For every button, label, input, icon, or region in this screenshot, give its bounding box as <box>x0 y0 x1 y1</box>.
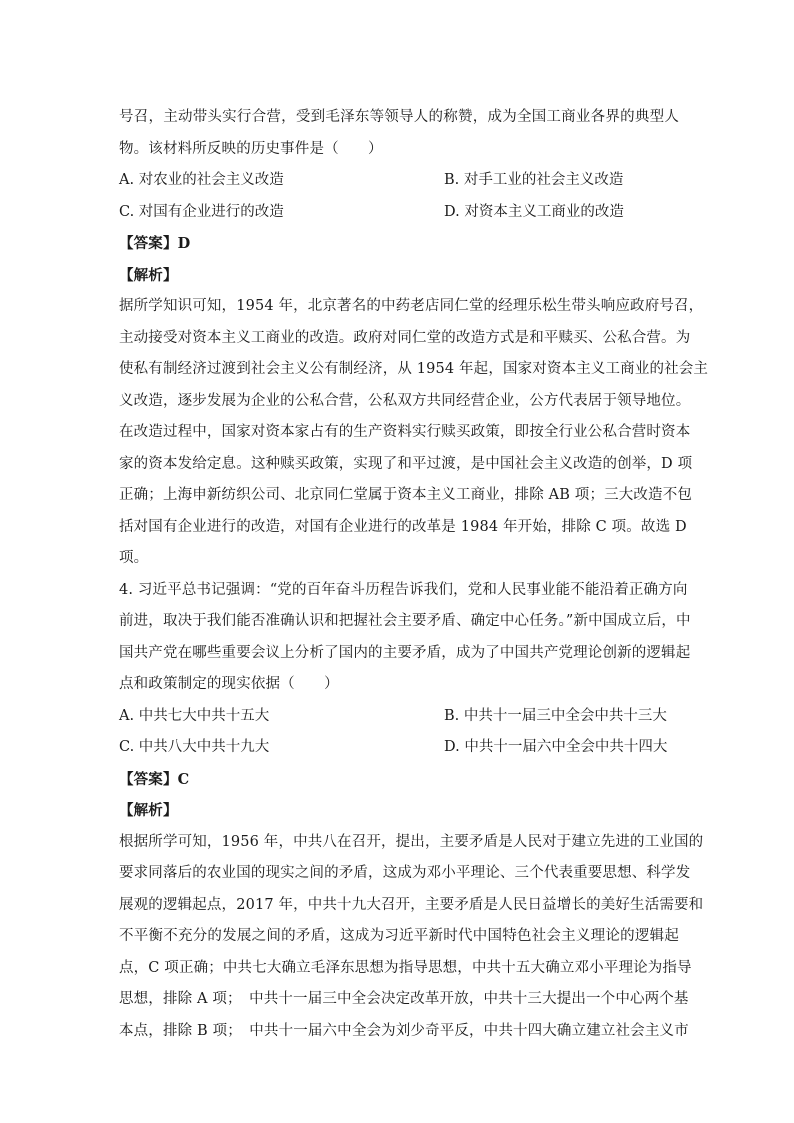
q3-analysis-line: 括对国有企业进行的改造，对国有企业进行的改革是 1984 年开始，排除 C 项。故选 D <box>119 518 687 535</box>
q3-stem-line: 号召，主动带头实行合营，受到毛泽东等领导人的称赞，成为全国工商业各界的典型人 <box>119 109 679 125</box>
q4-analysis-line: 不平衡不充分的发展之间的矛盾，这成为习近平新时代中国特色社会主义理论的逻辑起 <box>119 928 679 944</box>
q3-stem-line: 物。该材料所反映的历史事件是（ ） <box>119 140 383 157</box>
q3-analysis-line: 据所学知识可知，1954 年，北京著名的中药老店同仁堂的经理乐松生带头响应政府号召， <box>119 298 704 314</box>
q3-option-b: B. 对手工业的社会主义改造 <box>444 172 624 188</box>
q3-analysis-line: 项。 <box>119 550 149 566</box>
q3-answer: 【答案】D <box>119 235 191 252</box>
q3-analysis-line: 家的资本发给定息。这种赎买政策，实现了和平过渡，是中国社会主义改造的创举，D 项 <box>119 455 693 472</box>
q3-analysis-line: 主动接受对资本主义工商业的改造。政府对同仁堂的改造方式是和平赎买、公私合营。为 <box>119 329 691 346</box>
q4-options-row-2 <box>119 732 679 764</box>
q3-options-row-2 <box>119 197 679 229</box>
q4-option-c: C. 中共八大中共十九大 <box>119 739 270 755</box>
q4-stem-line: 点和政策制定的现实依据（ ） <box>119 676 339 692</box>
q4-stem-line: 国共产党在哪些重要会议上分析了国内的主要矛盾，成为了中国共产党理论创新的逻辑起 <box>119 644 691 661</box>
q4-answer: 【答案】C <box>119 770 190 788</box>
q4-analysis-title: 【解析】 <box>119 802 178 819</box>
q4-stem-line: 4. 习近平总书记强调：“党的百年奋斗历程告诉我们，党和人民事业能不能沿着正确方向 <box>119 581 688 598</box>
q4-analysis-line: 根据所学可知，1956 年，中共八在召开，提出，主要矛盾是人民对于建立先进的工业国的 <box>119 833 704 850</box>
q3-option-a: A. 对农业的社会主义改造 <box>119 172 284 188</box>
q3-analysis-line: 在改造过程中，国家对资本家占有的生产资料实行赎买政策，即按全行业公私合营时资本 <box>119 424 691 440</box>
q4-options-row-1 <box>119 701 679 733</box>
q4-option-b: B. 中共十一届三中全会中共十三大 <box>444 707 667 724</box>
q3-option-c: C. 对国有企业进行的改造 <box>119 203 284 220</box>
q4-stem-line: 前进，取决于我们能否准确认识和把握社会主要矛盾、确定中心任务。”新中国成立后，中 <box>119 613 691 629</box>
q3-options-row-1 <box>119 165 679 197</box>
q3-analysis-title: 【解析】 <box>119 266 178 284</box>
q4-option-d: D. 中共十一届六中全会中共十四大 <box>444 739 668 755</box>
q3-analysis-line: 使私有制经济过渡到社会主义公有制经济，从 1954 年起，国家对资本主义工商业的社会主 <box>119 361 709 377</box>
q4-analysis-line: 本点，排除 B 项； 中共十一届六中全会为刘少奇平反，中共十四大确立建立社会主义市 <box>119 1022 689 1039</box>
q4-analysis-line: 展观的逻辑起点，2017 年，中共十九大召开，主要矛盾是人民日益增长的美好生活需要和 <box>119 896 704 913</box>
q3-option-d: D. 对资本主义工商业的改造 <box>444 203 624 220</box>
q4-analysis-line: 要求同落后的农业国的现实之间的矛盾，这成为邓小平理论、三个代表重要思想、科学发 <box>119 865 691 881</box>
q3-analysis-line: 义改造，逐步发展为企业的公私合营，公私双方共同经营企业，公方代表居于领导地位。 <box>119 392 691 409</box>
q4-option-a: A. 中共七大中共十五大 <box>119 707 270 724</box>
page-content <box>119 102 709 1047</box>
q3-analysis-line: 正确；上海申新纺织公司、北京同仁堂属于资本主义工商业，排除 AB 项；三大改造不包 <box>119 487 692 503</box>
q4-analysis-line: 思想，排除 A 项； 中共十一届三中全会决定改革开放，中共十三大提出一个中心两个基 <box>119 991 689 1007</box>
q4-analysis-line: 点，C 项正确；中共七大确立毛泽东思想为指导思想，中共十五大确立邓小平理论为指导 <box>119 959 692 976</box>
